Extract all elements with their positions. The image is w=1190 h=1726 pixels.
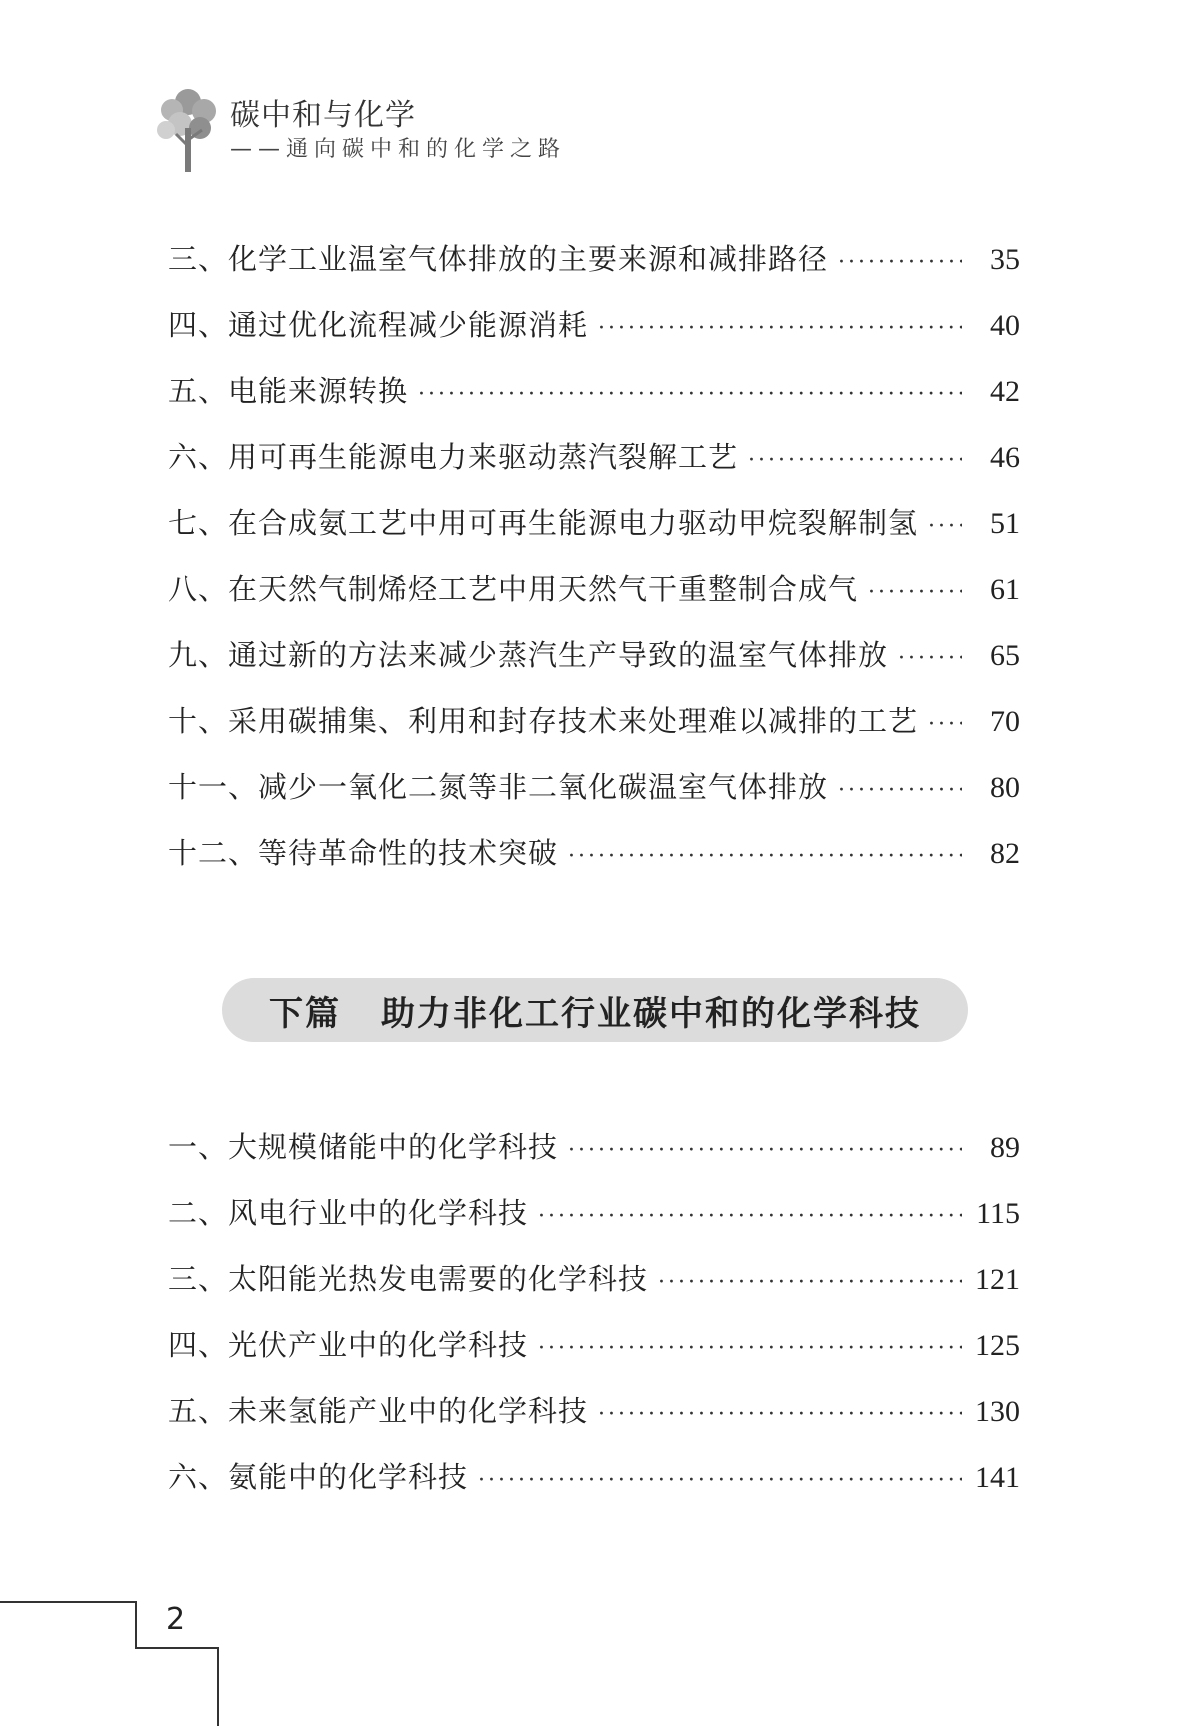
leader-dots — [568, 1118, 962, 1184]
toc-entry[interactable] — [168, 688, 1020, 754]
toc-entry-label: 十一、减少一氧化二氮等非二氧化碳温室气体排放 — [168, 770, 829, 804]
toc-entry-label: 六、氨能中的化学科技 — [168, 1460, 469, 1494]
leader-dots — [838, 758, 962, 824]
leader-dots — [838, 230, 962, 296]
page-number: 2 — [166, 1602, 186, 1637]
toc-entry-label: 八、在天然气制烯烃工艺中用天然气干重整制合成气 — [168, 572, 859, 606]
leader-dots — [418, 362, 962, 428]
toc-entry[interactable] — [168, 1312, 1020, 1378]
toc-entry-label: 五、电能来源转换 — [168, 374, 409, 408]
toc-entry[interactable] — [168, 820, 1020, 886]
toc-entry[interactable] — [168, 556, 1020, 622]
toc-entry[interactable] — [168, 490, 1020, 556]
leader-dots — [598, 296, 962, 362]
toc-list-part1 — [168, 226, 1020, 886]
toc-entry-label: 三、太阳能光热发电需要的化学科技 — [168, 1262, 649, 1296]
leader-dots — [868, 560, 962, 626]
toc-entry-page: 70 — [990, 705, 1020, 738]
toc-entry-label: 四、光伏产业中的化学科技 — [168, 1328, 529, 1362]
toc-list-part2 — [168, 1114, 1020, 1510]
toc-entry[interactable] — [168, 292, 1020, 358]
tree-icon — [150, 84, 226, 174]
toc-entry[interactable] — [168, 622, 1020, 688]
toc-entry-label: 二、风电行业中的化学科技 — [168, 1196, 529, 1230]
section-heading — [222, 978, 968, 1042]
toc-entry[interactable] — [168, 1246, 1020, 1312]
toc-entry[interactable] — [168, 1180, 1020, 1246]
toc-entry-label: 十、采用碳捕集、利用和封存技术来处理难以减排的工艺 — [168, 704, 919, 738]
toc-entry-label: 一、大规模储能中的化学科技 — [168, 1130, 559, 1164]
toc-entry-label: 七、在合成氨工艺中用可再生能源电力驱动甲烷裂解制氢 — [168, 506, 919, 540]
leader-dots — [898, 626, 962, 692]
toc-entry[interactable] — [168, 226, 1020, 292]
toc-entry[interactable] — [168, 1378, 1020, 1444]
toc-entry-page: 51 — [990, 507, 1020, 540]
toc-entry-label: 三、化学工业温室气体排放的主要来源和减排路径 — [168, 242, 829, 276]
toc-entry[interactable] — [168, 754, 1020, 820]
toc-entry-page: 89 — [990, 1131, 1020, 1164]
toc-entry-page: 82 — [990, 837, 1020, 870]
section-label: 下篇 — [269, 993, 341, 1034]
leader-dots — [538, 1316, 962, 1382]
book-title: 碳中和与化学 — [230, 98, 416, 133]
leader-dots — [658, 1250, 962, 1316]
toc-entry-page: 61 — [990, 573, 1020, 606]
toc-entry-page: 65 — [990, 639, 1020, 672]
leader-dots — [598, 1382, 962, 1448]
toc-entry[interactable] — [168, 358, 1020, 424]
leader-dots — [478, 1448, 962, 1514]
toc-entry-page: 121 — [975, 1263, 1020, 1296]
toc-entry-page: 130 — [975, 1395, 1020, 1428]
book-subtitle: ——通向碳中和的化学之路 — [230, 137, 567, 162]
toc-entry-page: 42 — [990, 375, 1020, 408]
leader-dots — [538, 1184, 962, 1250]
leader-dots — [748, 428, 962, 494]
page-corner-frame — [0, 1598, 220, 1726]
toc-entry-page: 125 — [975, 1329, 1020, 1362]
toc-entry-page: 141 — [975, 1461, 1020, 1494]
leader-dots — [568, 824, 962, 890]
toc-entry-page: 35 — [990, 243, 1020, 276]
toc-entry-page: 40 — [990, 309, 1020, 342]
leader-dots — [928, 692, 962, 758]
toc-entry-page: 46 — [990, 441, 1020, 474]
toc-entry[interactable] — [168, 424, 1020, 490]
toc-entry-label: 九、通过新的方法来减少蒸汽生产导致的温室气体排放 — [168, 638, 889, 672]
leader-dots — [928, 494, 962, 560]
toc-entry[interactable] — [168, 1114, 1020, 1180]
toc-entry-page: 80 — [990, 771, 1020, 804]
toc-entry-label: 五、未来氢能产业中的化学科技 — [168, 1394, 589, 1428]
section-title: 助力非化工行业碳中和的化学科技 — [381, 993, 921, 1034]
running-header — [150, 80, 650, 180]
toc-entry-page: 115 — [976, 1197, 1020, 1230]
toc-entry[interactable] — [168, 1444, 1020, 1510]
toc-entry-label: 四、通过优化流程减少能源消耗 — [168, 308, 589, 342]
toc-entry-label: 六、用可再生能源电力来驱动蒸汽裂解工艺 — [168, 440, 739, 474]
toc-entry-label: 十二、等待革命性的技术突破 — [168, 836, 559, 870]
